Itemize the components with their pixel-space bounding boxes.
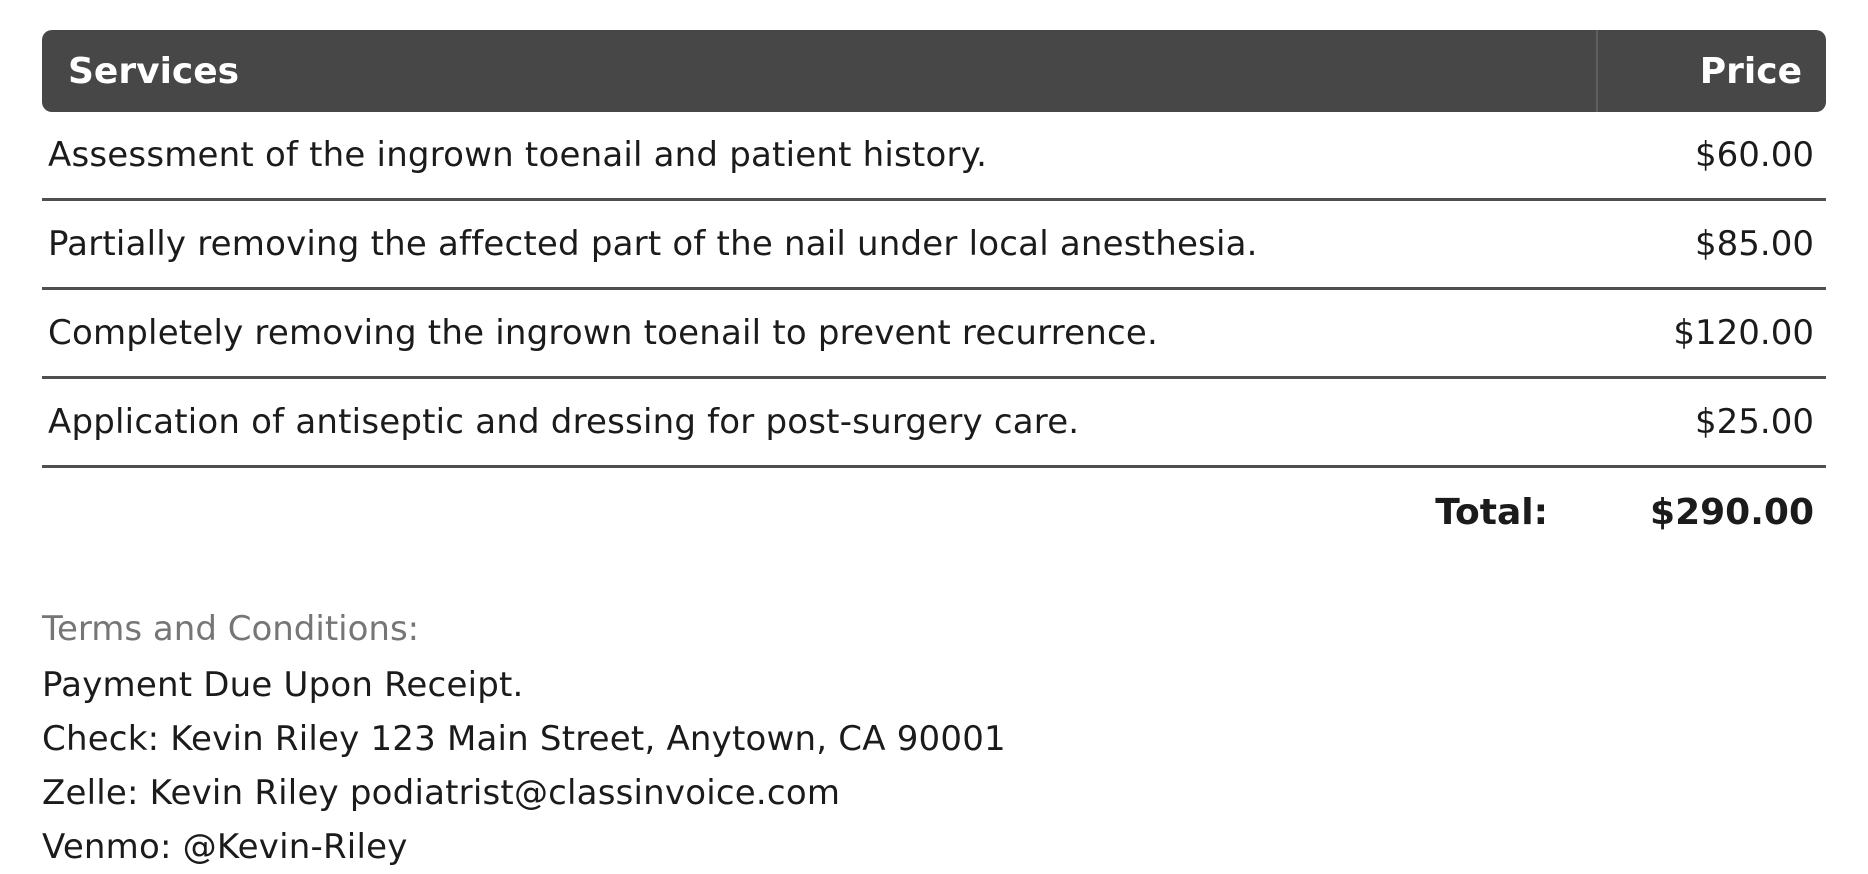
- total-label: Total:: [1435, 491, 1548, 533]
- service-description: Completely removing the ingrown toenail to prevent recurrence.: [48, 313, 1159, 353]
- services-column-header: Services: [68, 50, 240, 92]
- service-description: Partially removing the affected part of the nail under local anesthesia.: [48, 224, 1258, 264]
- table-row: [42, 201, 1826, 290]
- table-row: [42, 290, 1826, 379]
- price-column-header: Price: [1596, 30, 1826, 112]
- table-header-row: [42, 30, 1826, 112]
- terms-line-payment: Payment Due Upon Receipt.: [42, 665, 524, 705]
- total-amount: $290.00: [1650, 491, 1814, 533]
- service-price: $60.00: [1695, 135, 1814, 175]
- terms-section: [42, 602, 1826, 874]
- terms-line-zelle: Zelle: Kevin Riley podiatrist@classinvoice.com: [42, 773, 841, 813]
- services-table: [42, 30, 1826, 556]
- terms-line-check: Check: Kevin Riley 123 Main Street, Anytown, CA 90001: [42, 719, 1006, 759]
- terms-heading: Terms and Conditions:: [42, 609, 420, 649]
- terms-line-venmo: Venmo: @Kevin-Riley: [42, 827, 408, 867]
- table-row: [42, 379, 1826, 468]
- service-price: $25.00: [1695, 402, 1814, 442]
- service-price: $120.00: [1673, 313, 1814, 353]
- table-row: [42, 112, 1826, 201]
- service-description: Application of antiseptic and dressing for post-surgery care.: [48, 402, 1080, 442]
- invoice-document: [42, 30, 1826, 874]
- service-price: $85.00: [1695, 224, 1814, 264]
- total-row: [42, 468, 1826, 556]
- service-description: Assessment of the ingrown toenail and patient history.: [48, 135, 988, 175]
